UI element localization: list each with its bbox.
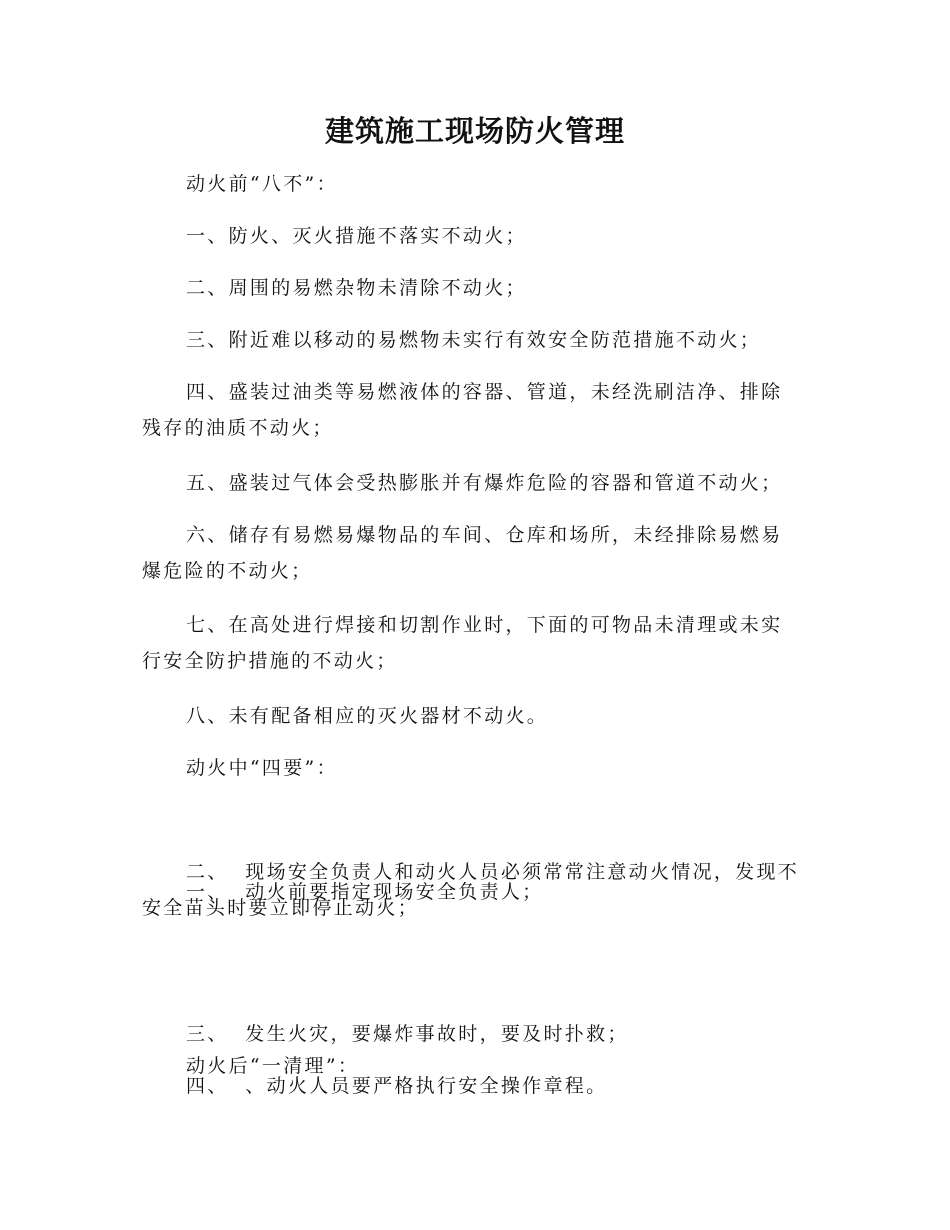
paragraph-line: 动火中“四要”： xyxy=(186,757,338,779)
paragraph-line: 四、 、动火人员要严格执行安全操作章程。 xyxy=(186,1075,608,1097)
section-heading-after-hot-work xyxy=(142,1048,808,1084)
paragraph-line: 二、 现场安全负责人和动火人员必须常常注意动火情况，发现不 xyxy=(186,861,800,883)
list-item xyxy=(142,607,808,679)
paragraph-line: 一、 动火前要指定现场安全负责人； xyxy=(186,881,544,903)
list-item xyxy=(142,854,808,926)
list-item xyxy=(142,517,808,589)
paragraph-line: 动火后“一清理”： xyxy=(186,1055,360,1077)
paragraph-line: 动火前“八不”： xyxy=(186,173,338,195)
paragraph-line: 安全苗头时要立即停止动火； xyxy=(142,897,419,919)
paragraph-line: 三、 发生火灾，要爆炸事故时，要及时扑救； xyxy=(186,1023,629,1045)
paragraph-line: 三、附近难以移动的易燃物未实行有效安全防范措施不动火； xyxy=(186,329,762,351)
list-item xyxy=(142,698,808,734)
paragraph-line: 行安全防护措施的不动火； xyxy=(142,650,398,672)
paragraph-line: 二、周围的易燃杂物未清除不动火； xyxy=(186,277,527,299)
list-item xyxy=(142,322,822,358)
paragraph-line: 七、在高处进行焊接和切割作业时，下面的可物品未清理或未实 xyxy=(186,614,783,636)
paragraph-line: 四、盛装过油类等易燃液体的容器、管道，未经洗刷洁净、排除 xyxy=(186,381,783,403)
paragraph-line: 八、未有配备相应的灭火器材不动火。 xyxy=(186,705,549,727)
list-item xyxy=(142,218,808,254)
list-item xyxy=(142,996,808,1176)
paragraph-line: 爆危险的不动火； xyxy=(142,560,313,582)
document-title: 建筑施工现场防火管理 xyxy=(324,114,625,148)
paragraph-line: 五、盛装过气体会受热膨胀并有爆炸危险的容器和管道不动火； xyxy=(186,472,783,494)
paragraph-line: 一、防火、灭火措施不落实不动火； xyxy=(186,225,527,247)
list-item xyxy=(142,270,808,306)
section-heading-during-hot-work xyxy=(142,750,808,786)
paragraph-line: 残存的油质不动火； xyxy=(142,417,334,439)
list-item xyxy=(142,374,808,446)
list-item xyxy=(142,465,822,501)
section-heading-before-hot-work xyxy=(142,166,808,202)
paragraph-line: 六、储存有易燃易爆物品的车间、仓库和场所，未经排除易燃易 xyxy=(186,524,783,546)
